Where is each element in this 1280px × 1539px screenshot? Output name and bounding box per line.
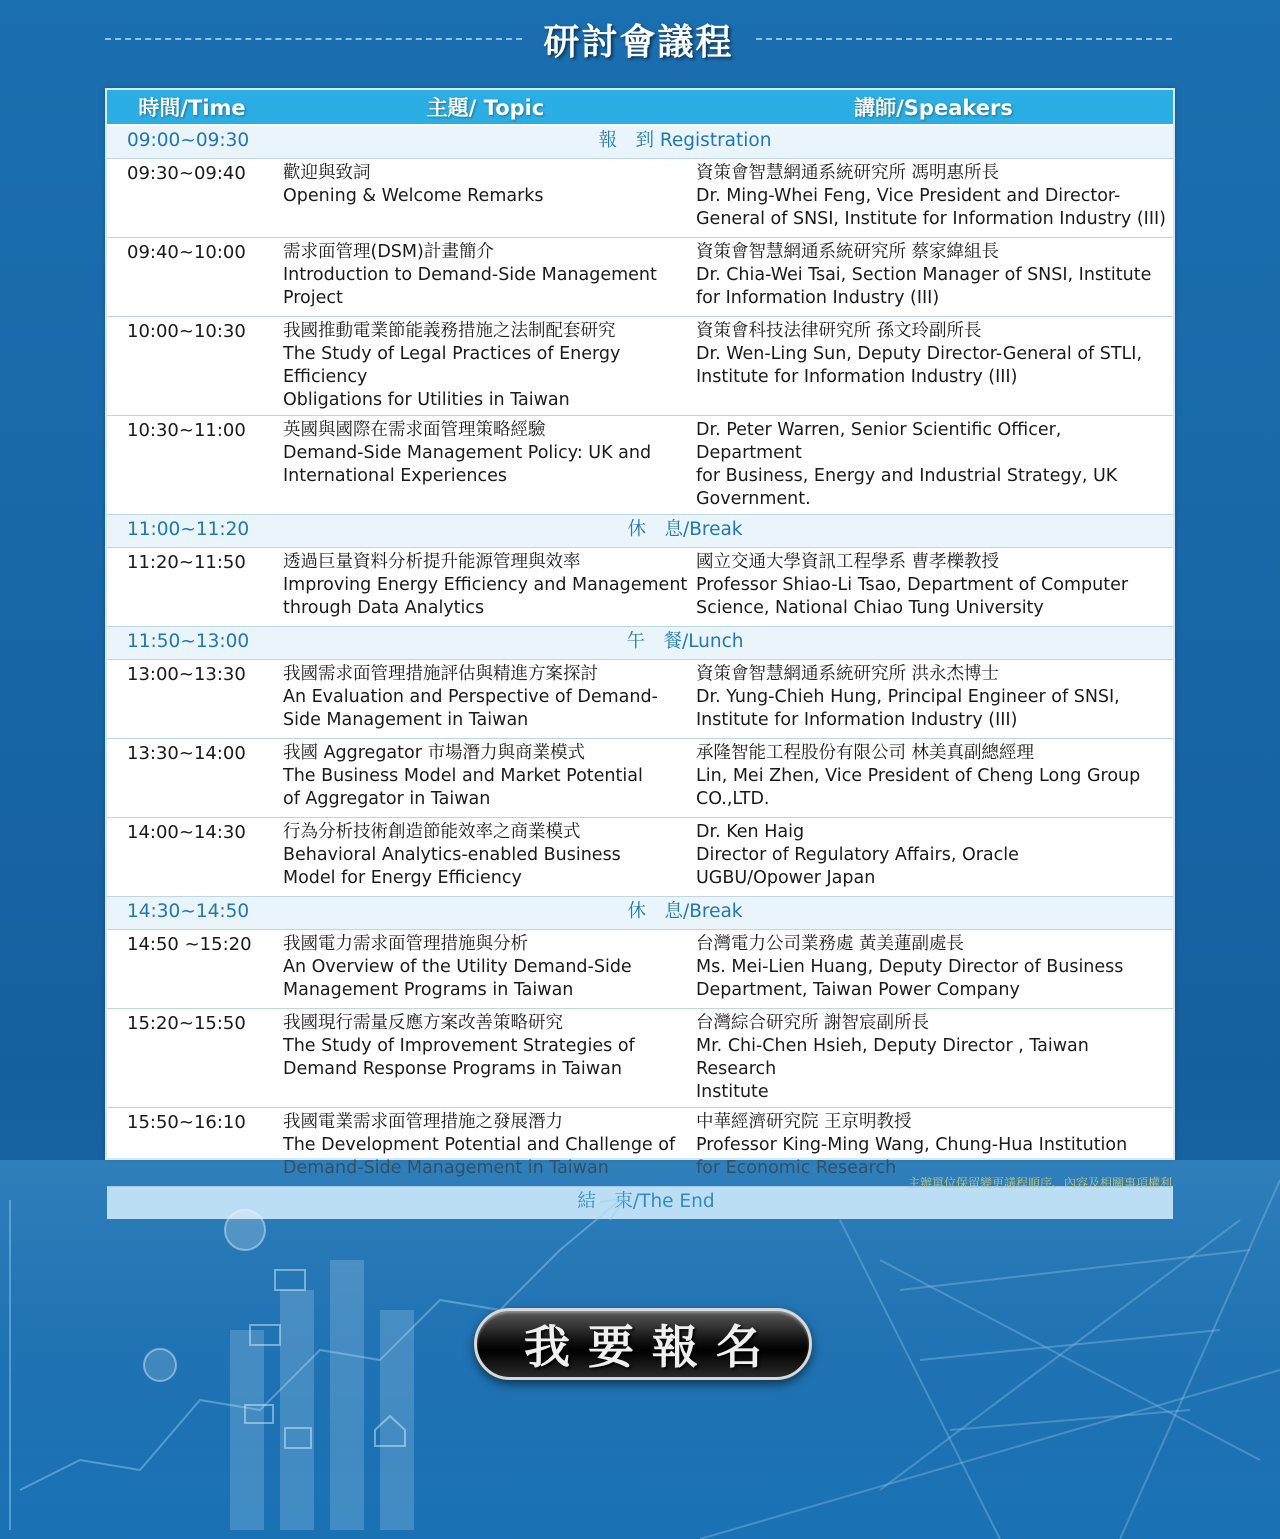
agenda-speaker-line: Professor Shiao-Li Tsao, Department of Computer bbox=[696, 575, 1129, 595]
agenda-speaker-line: Professor King-Ming Wang, Chung-Hua Institution bbox=[696, 1135, 1128, 1155]
agenda-topic-line: Side Management in Taiwan bbox=[283, 710, 529, 730]
agenda-speaker-line: Dr. Chia-Wei Tsai, Section Manager of SNSI, Institute bbox=[696, 265, 1152, 285]
agenda-speaker-line: 資策會智慧網通系統研究所 馮明惠所長 bbox=[696, 163, 1000, 183]
agenda-topic bbox=[277, 317, 694, 416]
agenda-topic-line: of Aggregator in Taiwan bbox=[283, 789, 491, 809]
agenda-speaker-line: 資策會智慧網通系統研究所 蔡家緯組長 bbox=[696, 242, 1000, 262]
agenda-speaker-line: 中華經濟研究院 王京明教授 bbox=[696, 1112, 912, 1132]
agenda-topic-line: Model for Energy Efficiency bbox=[283, 868, 522, 888]
agenda-topic-line: International Experiences bbox=[283, 466, 507, 486]
agenda-speaker-line: CO.,LTD. bbox=[696, 789, 770, 809]
agenda-speaker-line: 資策會科技法律研究所 孫文玲副所長 bbox=[696, 321, 982, 341]
agenda-speaker-line: Department, Taiwan Power Company bbox=[696, 980, 1020, 1000]
agenda-time: 14:50 ~15:20 bbox=[107, 930, 277, 1009]
agenda-topic bbox=[277, 416, 694, 515]
agenda-time: 09:00~09:30 bbox=[107, 125, 277, 159]
agenda-speaker bbox=[694, 660, 1173, 739]
agenda-speaker-line: Science, National Chiao Tung University bbox=[696, 598, 1044, 618]
agenda-speaker-line: for Business, Energy and Industrial Strategy, UK bbox=[696, 466, 1118, 486]
agenda-table bbox=[107, 90, 1173, 1219]
agenda-speaker-line: Government. bbox=[696, 489, 811, 509]
agenda-speaker bbox=[694, 548, 1173, 627]
agenda-speaker bbox=[694, 416, 1173, 515]
agenda-topic bbox=[277, 1009, 694, 1108]
agenda-topic-line: 我國 Aggregator 市場潛力與商業模式 bbox=[283, 743, 585, 763]
agenda-break-label: 午 餐/Lunch bbox=[277, 627, 1173, 660]
agenda-speaker bbox=[694, 238, 1173, 317]
agenda-speaker-line: 承隆智能工程股份有限公司 林美真副總經理 bbox=[696, 743, 1035, 763]
agenda-topic-line: 我國需求面管理措施評估與精進方案探討 bbox=[283, 664, 598, 684]
agenda-speaker-line: 台灣綜合研究所 謝智宸副所長 bbox=[696, 1013, 930, 1033]
agenda-speaker-line: Director of Regulatory Affairs, Oracle bbox=[696, 845, 1019, 865]
agenda-break-label: 報 到 Registration bbox=[277, 125, 1173, 159]
agenda-break-row bbox=[107, 125, 1173, 159]
register-button-label: 我要報名 bbox=[524, 1320, 780, 1374]
agenda-time: 15:20~15:50 bbox=[107, 1009, 277, 1108]
agenda-topic-line: An Overview of the Utility Demand-Side bbox=[283, 957, 632, 977]
agenda-speaker bbox=[694, 1009, 1173, 1108]
title-row bbox=[105, 14, 1172, 64]
agenda-topic-line: 我國電業需求面管理措施之發展潛力 bbox=[283, 1112, 563, 1132]
agenda-speaker bbox=[694, 317, 1173, 416]
agenda-topic-line: Improving Energy Efficiency and Management bbox=[283, 575, 688, 595]
agenda-break-row bbox=[107, 515, 1173, 548]
agenda-time: 10:00~10:30 bbox=[107, 317, 277, 416]
agenda-body bbox=[107, 125, 1173, 1219]
agenda-speaker-line: 國立交通大學資訊工程學系 曹孝櫟教授 bbox=[696, 552, 1000, 572]
page-title: 研討會議程 bbox=[543, 20, 734, 63]
agenda-time: 13:00~13:30 bbox=[107, 660, 277, 739]
agenda-topic bbox=[277, 159, 694, 238]
agenda-time: 15:50~16:10 bbox=[107, 1108, 277, 1187]
agenda-time: 09:40~10:00 bbox=[107, 238, 277, 317]
agenda-topic bbox=[277, 930, 694, 1009]
agenda-topic-line: Project bbox=[283, 288, 343, 308]
agenda-speaker-line: UGBU/Opower Japan bbox=[696, 868, 876, 888]
agenda-speaker bbox=[694, 818, 1173, 897]
agenda-speaker-line: Dr. Ming-Whei Feng, Vice President and Director- bbox=[696, 186, 1121, 206]
agenda-time: 09:30~09:40 bbox=[107, 159, 277, 238]
agenda-time: 14:00~14:30 bbox=[107, 818, 277, 897]
register-button[interactable] bbox=[474, 1308, 812, 1380]
agenda-topic-line: 透過巨量資料分析提升能源管理與效率 bbox=[283, 552, 581, 572]
agenda-session-row bbox=[107, 416, 1173, 515]
agenda-break-label: 休 息/Break bbox=[277, 515, 1173, 548]
agenda-session-row bbox=[107, 317, 1173, 416]
agenda-topic-line: 歡迎與致詞 bbox=[283, 163, 371, 183]
agenda-topic-line: 需求面管理(DSM)計畫簡介 bbox=[283, 242, 494, 262]
agenda-time: 14:30~14:50 bbox=[107, 897, 277, 930]
agenda-speaker-line: Ms. Mei-Lien Huang, Deputy Director of Business bbox=[696, 957, 1124, 977]
agenda-topic-line: Introduction to Demand-Side Management bbox=[283, 265, 657, 285]
agenda-session-row bbox=[107, 548, 1173, 627]
agenda-session-row bbox=[107, 238, 1173, 317]
title-divider-right bbox=[756, 38, 1173, 40]
agenda-speaker bbox=[694, 739, 1173, 818]
agenda-break-label: 休 息/Break bbox=[277, 897, 1173, 930]
agenda-time: 13:30~14:00 bbox=[107, 739, 277, 818]
agenda-topic bbox=[277, 739, 694, 818]
agenda-speaker-line: for Information Industry (III) bbox=[696, 288, 940, 308]
agenda-topic-line: Obligations for Utilities in Taiwan bbox=[283, 390, 570, 410]
agenda-topic-line: The Development Potential and Challenge of bbox=[283, 1135, 676, 1155]
agenda-topic-line: 我國現行需量反應方案改善策略研究 bbox=[283, 1013, 563, 1033]
agenda-session-row bbox=[107, 660, 1173, 739]
agenda-time: 11:00~11:20 bbox=[107, 515, 277, 548]
agenda-topic-line: Opening & Welcome Remarks bbox=[283, 186, 544, 206]
agenda-session-row bbox=[107, 930, 1173, 1009]
agenda-topic-line: through Data Analytics bbox=[283, 598, 485, 618]
agenda-speaker-line: Institute for Information Industry (III) bbox=[696, 367, 1018, 387]
agenda-topic-line: 我國推動電業節能義務措施之法制配套研究 bbox=[283, 321, 616, 341]
agenda-speaker-line: Institute bbox=[696, 1082, 769, 1102]
agenda-table-container bbox=[105, 88, 1175, 1160]
agenda-speaker-line: General of SNSI, Institute for Information Industry (III) bbox=[696, 209, 1166, 229]
agenda-topic-line: Demand-Side Management Policy: UK and bbox=[283, 443, 652, 463]
header-speakers: 講師/Speakers bbox=[694, 90, 1173, 125]
agenda-topic-line: Demand Response Programs in Taiwan bbox=[283, 1059, 622, 1079]
agenda-session-row bbox=[107, 1009, 1173, 1108]
agenda-break-row bbox=[107, 897, 1173, 930]
agenda-topic-line: Behavioral Analytics-enabled Business bbox=[283, 845, 621, 865]
agenda-speaker-line: Lin, Mei Zhen, Vice President of Cheng Long Group bbox=[696, 766, 1141, 786]
agenda-session-row bbox=[107, 818, 1173, 897]
agenda-session-row bbox=[107, 739, 1173, 818]
agenda-topic-line: The Business Model and Market Potential bbox=[283, 766, 643, 786]
agenda-topic-line: 英國與國際在需求面管理策略經驗 bbox=[283, 420, 546, 440]
agenda-time: 11:20~11:50 bbox=[107, 548, 277, 627]
agenda-topic bbox=[277, 238, 694, 317]
agenda-speaker-line: Institute for Information Industry (III) bbox=[696, 710, 1018, 730]
header-topic: 主題/ Topic bbox=[277, 90, 694, 125]
agenda-topic bbox=[277, 548, 694, 627]
agenda-speaker-line: 台灣電力公司業務處 黃美蓮副處長 bbox=[696, 934, 965, 954]
agenda-speaker-line: 資策會智慧網通系統研究所 洪永杰博士 bbox=[696, 664, 1000, 684]
agenda-time: 11:50~13:00 bbox=[107, 627, 277, 660]
agenda-speaker-line: Dr. Yung-Chieh Hung, Principal Engineer of SNSI, bbox=[696, 687, 1120, 707]
agenda-speaker bbox=[694, 930, 1173, 1009]
agenda-speaker-line: Dr. Wen-Ling Sun, Deputy Director-General of STLI, bbox=[696, 344, 1143, 364]
agenda-topic-line: The Study of Improvement Strategies of bbox=[283, 1036, 635, 1056]
title-divider-left bbox=[105, 38, 522, 40]
agenda-header-row bbox=[107, 90, 1173, 125]
agenda-topic-line: An Evaluation and Perspective of Demand- bbox=[283, 687, 658, 707]
agenda-topic-line: Management Programs in Taiwan bbox=[283, 980, 574, 1000]
agenda-topic bbox=[277, 818, 694, 897]
agenda-topic-line: 行為分析技術創造節能效率之商業模式 bbox=[283, 822, 581, 842]
agenda-topic-line: 我國電力需求面管理措施與分析 bbox=[283, 934, 528, 954]
agenda-speaker-line: Dr. Ken Haig bbox=[696, 822, 805, 842]
agenda-break-row bbox=[107, 627, 1173, 660]
agenda-speaker bbox=[694, 159, 1173, 238]
agenda-topic bbox=[277, 660, 694, 739]
agenda-time: 10:30~11:00 bbox=[107, 416, 277, 515]
agenda-topic-line: The Study of Legal Practices of Energy Efficiency bbox=[283, 344, 621, 387]
header-time: 時間/Time bbox=[107, 90, 277, 125]
agenda-session-row bbox=[107, 159, 1173, 238]
agenda-speaker-line: Dr. Peter Warren, Senior Scientific Officer, Department bbox=[696, 420, 1062, 463]
agenda-speaker-line: Mr. Chi-Chen Hsieh, Deputy Director , Taiwan Research bbox=[696, 1036, 1089, 1079]
